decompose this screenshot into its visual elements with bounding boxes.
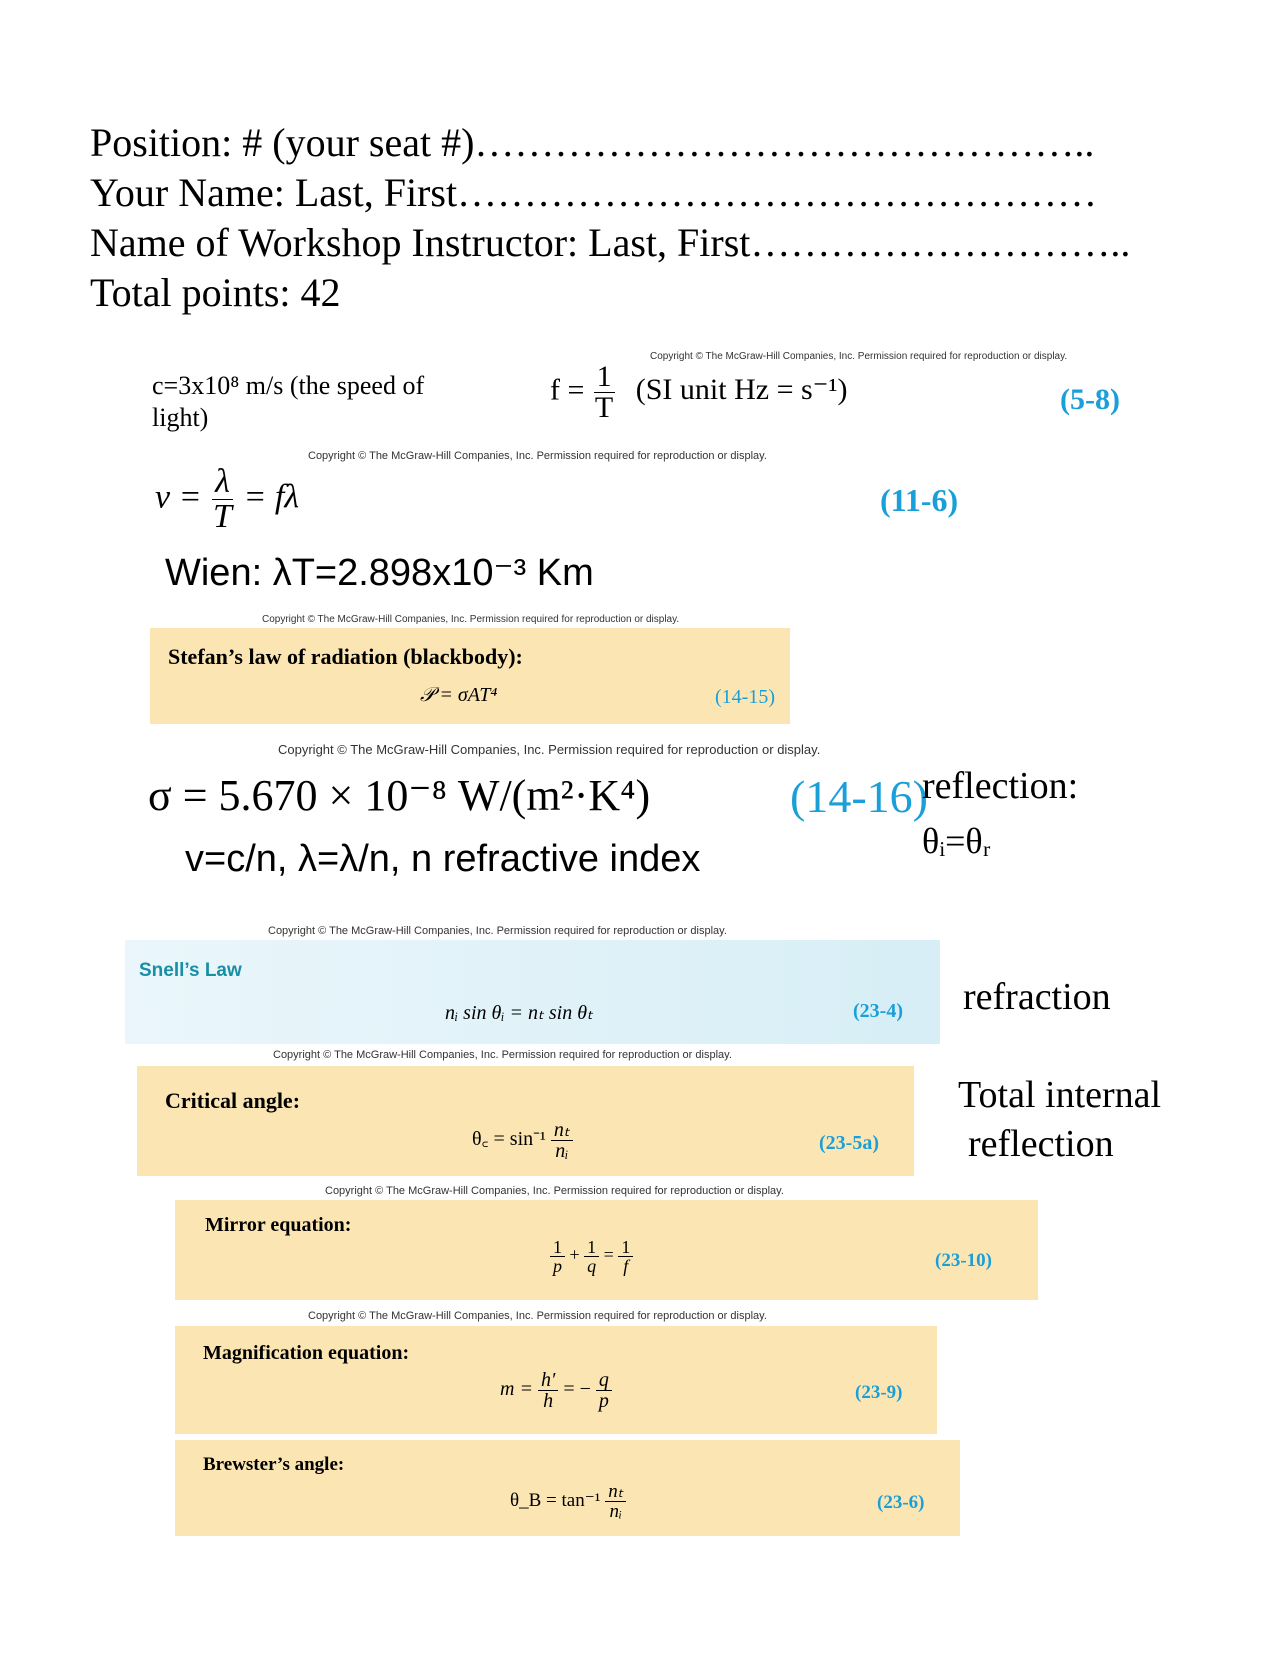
stefan-constant: σ = 5.670 × 10⁻⁸ W/(m²·K⁴) bbox=[148, 771, 651, 820]
position-line: Position: # (your seat #)……………………………………….. bbox=[90, 120, 1095, 165]
magnification-box bbox=[175, 1326, 937, 1434]
wave-den: T bbox=[213, 498, 232, 535]
stefan-equation: 𝒫 = σAT⁴ bbox=[420, 684, 498, 706]
reflection-label-2: reflection bbox=[968, 1123, 1114, 1165]
brewster-den: nᵢ bbox=[609, 1501, 622, 1522]
mag-den1: h bbox=[543, 1390, 554, 1412]
refractive-index: v=c/n, λ=λ/n, n refractive index bbox=[185, 838, 701, 880]
speed-of-light: c=3x10⁸ m/s (the speed of light) bbox=[152, 371, 425, 432]
name-line: Your Name: Last, First………………………………………… bbox=[90, 170, 1098, 215]
wave-equation bbox=[155, 465, 299, 534]
mirror-n3: 1 bbox=[618, 1238, 633, 1257]
brewster-formula bbox=[510, 1482, 626, 1521]
wave-num: λ bbox=[212, 465, 233, 500]
stefan-law-box bbox=[150, 628, 790, 724]
eq-number-11-6: (11-6) bbox=[880, 482, 959, 518]
magnification-formula bbox=[500, 1370, 612, 1411]
critical-title: Critical angle: bbox=[165, 1088, 301, 1113]
mirror-n1: 1 bbox=[550, 1238, 565, 1257]
mirror-n2: 1 bbox=[584, 1238, 599, 1257]
freq-unit: (SI unit Hz = s⁻¹) bbox=[635, 373, 848, 407]
critical-lhs: θ꜀ = sin⁻¹ bbox=[472, 1128, 546, 1151]
copyright-notice: Copyright © The McGraw-Hill Companies, Inc. Permission required for reproduction or display. bbox=[325, 1185, 784, 1197]
stefan-title: Stefan’s law of radiation (blackbody): bbox=[168, 644, 523, 669]
freq-lhs: f = bbox=[550, 373, 585, 407]
brewster-lhs: θ_B = tan⁻¹ bbox=[510, 1489, 601, 1511]
critical-den: nᵢ bbox=[555, 1140, 569, 1162]
brewster-box bbox=[175, 1440, 960, 1536]
refraction-label: refraction bbox=[963, 976, 1111, 1018]
snell-title: Snell’s Law bbox=[139, 960, 242, 981]
eq-number-14-15: (14-15) bbox=[715, 686, 775, 708]
snell-law-box bbox=[125, 940, 940, 1044]
freq-num: 1 bbox=[594, 362, 615, 393]
eq-number-5-8: (5-8) bbox=[1060, 383, 1120, 416]
critical-equation bbox=[472, 1120, 573, 1161]
freq-den: T bbox=[594, 391, 614, 424]
wien-law: Wien: λT=2.898x10⁻³ Km bbox=[165, 552, 594, 594]
total-internal-label: Total internal bbox=[958, 1074, 1162, 1116]
brewster-title: Brewster’s angle: bbox=[203, 1454, 345, 1475]
mag-den2: p bbox=[598, 1390, 609, 1412]
critical-angle-box bbox=[137, 1066, 914, 1176]
wave-rhs: = fλ bbox=[243, 478, 300, 516]
total-points: Total points: 42 bbox=[90, 270, 341, 315]
mirror-d1: p bbox=[553, 1256, 562, 1276]
eq-number-23-4: (23-4) bbox=[853, 1000, 903, 1022]
eq-number-14-16: (14-16) bbox=[790, 771, 928, 822]
mag-num2: q bbox=[596, 1370, 612, 1391]
mirror-d2: q bbox=[587, 1256, 597, 1276]
eq-number-23-9: (23-9) bbox=[855, 1382, 903, 1403]
instructor-line: Name of Workshop Instructor: Last, First……………………….. bbox=[90, 220, 1131, 265]
frequency-equation bbox=[550, 362, 847, 423]
mag-mid: = − bbox=[563, 1378, 591, 1401]
copyright-notice: Copyright © The McGraw-Hill Companies, Inc. Permission required for reproduction or display. bbox=[278, 742, 821, 757]
mirror-title: Mirror equation: bbox=[205, 1214, 352, 1236]
reflection-law: θᵢ=θᵣ bbox=[922, 821, 991, 861]
eq-number-23-6: (23-6) bbox=[877, 1492, 925, 1513]
eq-number-23-10: (23-10) bbox=[935, 1250, 992, 1271]
copyright-notice: Copyright © The McGraw-Hill Companies, Inc. Permission required for reproduction or display. bbox=[262, 614, 680, 625]
copyright-notice: Copyright © The McGraw-Hill Companies, Inc. Permission required for reproduction or display. bbox=[308, 1310, 767, 1322]
mirror-equation-box bbox=[175, 1200, 1038, 1300]
copyright-notice: Copyright © The McGraw-Hill Companies, Inc. Permission required for reproduction or display. bbox=[308, 450, 767, 462]
magnification-title: Magnification equation: bbox=[203, 1342, 410, 1364]
brewster-num: nₜ bbox=[605, 1482, 626, 1502]
eq-number-23-5a: (23-5a) bbox=[819, 1132, 879, 1154]
critical-num: nₜ bbox=[551, 1120, 573, 1141]
copyright-notice: Copyright © The McGraw-Hill Companies, Inc. Permission required for reproduction or display. bbox=[268, 925, 727, 937]
mag-lhs: m = bbox=[500, 1378, 533, 1401]
mag-num1: h′ bbox=[538, 1370, 558, 1391]
reflection-label: reflection: bbox=[922, 765, 1079, 807]
mirror-formula: $\frac{1}{p}$ + $\frac{1}{q}$ = $\frac{1}{f}$ bbox=[550, 1238, 633, 1275]
copyright-notice: Copyright © The McGraw-Hill Companies, Inc. Permission required for reproduction or display. bbox=[273, 1049, 732, 1061]
snell-equation: nᵢ sin θᵢ = nₜ sin θₜ bbox=[445, 1002, 593, 1024]
mirror-d3: f bbox=[623, 1256, 629, 1276]
copyright-notice: Copyright © The McGraw-Hill Companies, Inc. Permission required for reproduction or display. bbox=[650, 351, 1068, 362]
wave-lhs: v = bbox=[155, 478, 202, 516]
